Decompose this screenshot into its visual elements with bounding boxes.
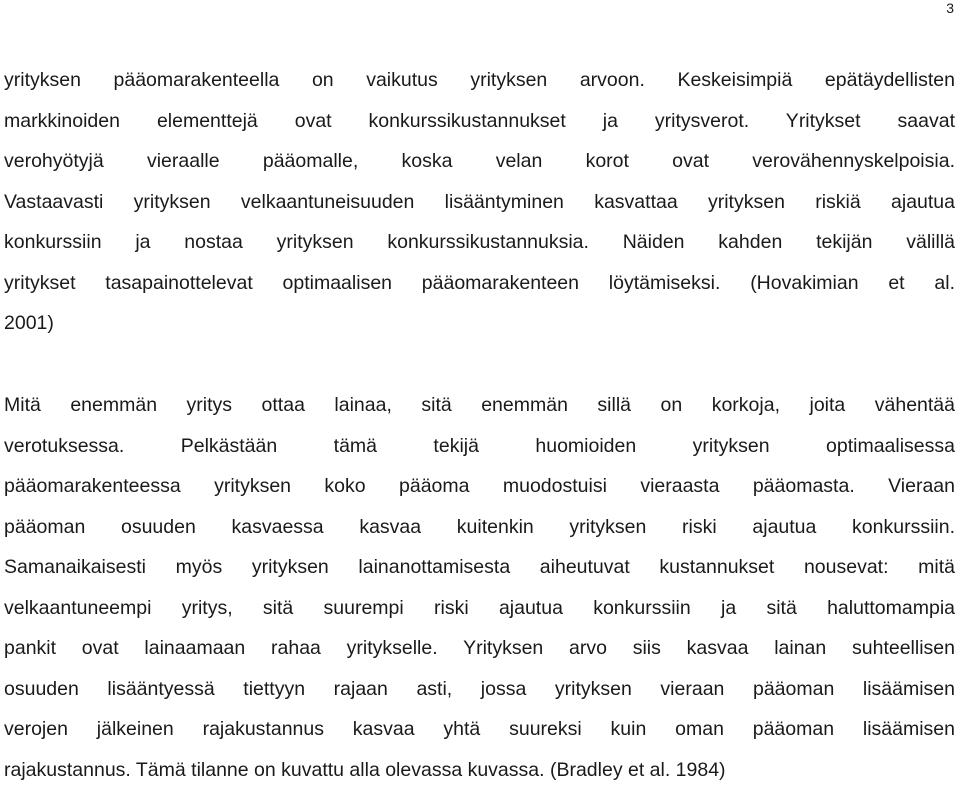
paragraph-line: Samanaikaisesti myös yrityksen lainanottamisesta aiheutuvat kustannukset nousevat: mitä [4, 556, 955, 578]
paragraph-line: rajakustannus. Tämä tilanne on kuvattu alla olevassa kuvassa. (Bradley et al. 1984) [4, 758, 726, 781]
paragraph-line: markkinoiden elementtejä ovat konkurssikustannukset ja yritysverot. Yritykset saavat [4, 109, 955, 132]
paragraph-line: velkaantuneempi yritys, sitä suurempi riski ajautua konkurssiin ja sitä haluttomampia [4, 596, 955, 619]
paragraph-line: 2001) [4, 312, 54, 334]
paragraph-1 [4, 60, 955, 344]
paragraph-line: pääomarakenteessa yrityksen koko pääoma muodostuisi vieraasta pääomasta. Vieraan [4, 475, 955, 497]
paragraph-line: yrityksen pääomarakenteella on vaikutus yrityksen arvoon. Keskeisimpiä epätäydellisten [4, 69, 955, 91]
paragraph-line: konkurssiin ja nostaa yrityksen konkurssikustannuksia. Näiden kahden tekijän välillä [4, 231, 955, 253]
paragraph-2 [4, 385, 955, 790]
paragraph-line: pääoman osuuden kasvaessa kasvaa kuitenkin yrityksen riski ajautua konkurssiin. [4, 515, 955, 538]
paragraph-line: Vastaavasti yrityksen velkaantuneisuuden lisääntyminen kasvattaa yrityksen riskiä ajautua [4, 190, 955, 213]
paragraph-line: Mitä enemmän yritys ottaa lainaa, sitä enemmän sillä on korkoja, joita vähentää [4, 394, 955, 416]
page-number: 3 [946, 0, 954, 16]
paragraph-line: verojen jälkeinen rajakustannus kasvaa yhtä suureksi kuin oman pääoman lisäämisen [4, 718, 955, 740]
paragraph-line: osuuden lisääntyessä tiettyyn rajaan asti, jossa yrityksen vieraan pääoman lisäämisen [4, 677, 955, 700]
paragraph-line: yritykset tasapainottelevat optimaalisen pääomarakenteen löytämiseksi. (Hovakimian et al. [4, 271, 955, 294]
paragraph-line: verohyötyjä vieraalle pääomalle, koska velan korot ovat verovähennyskelpoisia. [4, 150, 955, 172]
paragraph-line: pankit ovat lainaamaan rahaa yritykselle. Yrityksen arvo siis kasvaa lainan suhteellisen [4, 637, 955, 659]
paragraph-line: verotuksessa. Pelkästään tämä tekijä huomioiden yrityksen optimaalisessa [4, 434, 955, 457]
